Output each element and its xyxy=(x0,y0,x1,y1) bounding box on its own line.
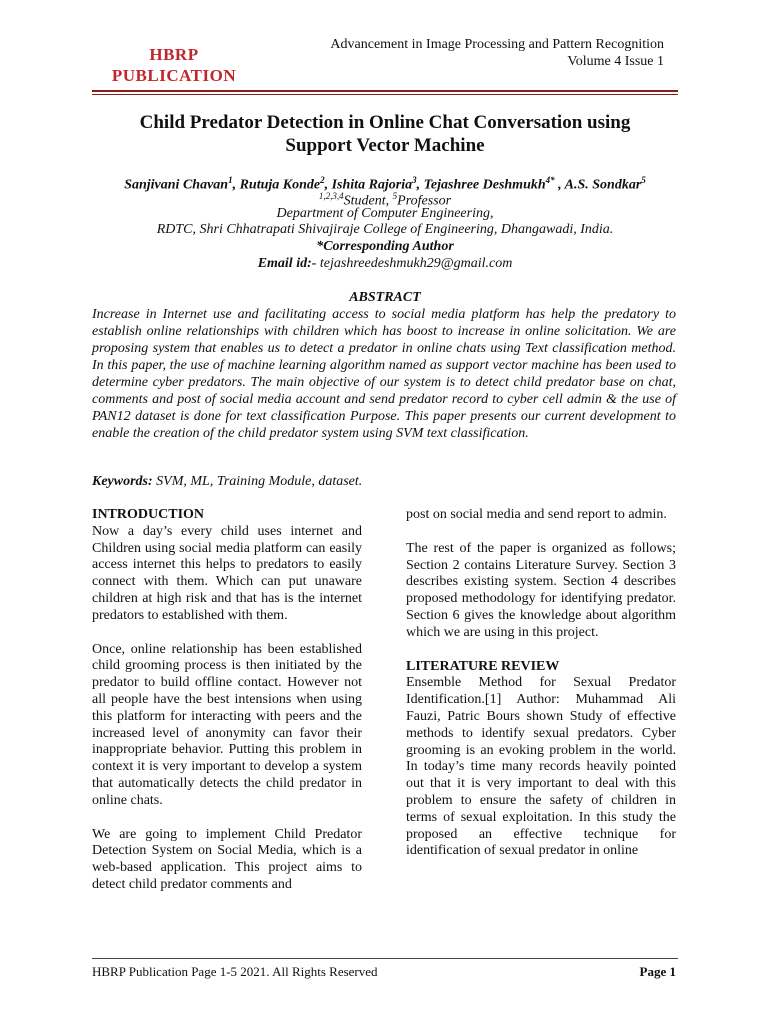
role-sup-professor: 5 xyxy=(392,191,398,201)
email-line xyxy=(80,256,690,273)
literature-paragraph: Ensemble Method for Sexual Predator Identification.[1] Author: Muhammad Ali Fauzi, Patric Bours shown Study of effective methods to identify sexual predators. Cyber grooming is an evoking problem in the world. In today’s time many records heavily pointed out that it is very important to deal with this problem to ensure the safety of children in terms of sexual exploitation. In this study the proposed an effective technique for identification of sexual predator in online xyxy=(406,675,676,859)
intro-paragraph-3: We are going to implement Child Predator Detection System on Social Media, which is a web-based application. This project aims to detect child predator comments and xyxy=(92,826,362,892)
intro-paragraph-1: Now a day’s every child uses internet and Children using social media platform can easily access internet this helps to predators to easily connect with them. Which can put unaware children at high risk and that has is the internet predators to established with them. xyxy=(92,523,362,623)
corresponding-author: *Corresponding Author xyxy=(316,239,454,254)
footer xyxy=(92,964,676,980)
abstract-heading: ABSTRACT xyxy=(349,290,421,305)
author-name: Sanjivani Chavan xyxy=(124,177,229,193)
keywords-label: Keywords: xyxy=(92,474,153,489)
intro-paragraph-2: Once, online relationship has been established child grooming process is then initiated by the predator to build offline contact. However not all people have the best intensions when using this platform for interacting with peers and the increased level of anonymity can favor their inappropriate behavior. Putting this problem in context it is very important to develop a system that automatically detects the child predator in online chats. xyxy=(92,641,362,808)
journal-volume: Volume 4 Issue 1 xyxy=(567,54,664,69)
right-paragraph-2: The rest of the paper is organized as follows; Section 2 contains Literature Survey. Section 3 describes existing system. Section 4 describes proposed methodology for identifying predator. Section 6 gives the knowledge about algorithm which we are using in this project. xyxy=(406,540,676,640)
header-rule-thin xyxy=(92,94,678,95)
email-address[interactable]: tejashreedeshmukh29@gmail.com xyxy=(319,256,513,271)
right-paragraph-1: post on social media and send report to admin. xyxy=(406,507,667,522)
publisher-logo xyxy=(104,44,244,86)
publisher-logo-line1: HBRP xyxy=(149,45,199,64)
author-affiliation-sup: 5 xyxy=(641,175,646,185)
author-separator: , xyxy=(232,177,240,193)
author-affiliation-sup: 4* xyxy=(545,175,555,185)
author-name: A.S. Sondkar xyxy=(564,177,642,193)
author-separator: , xyxy=(324,177,332,193)
footer-rule xyxy=(92,958,678,959)
email-label: Email id:- xyxy=(257,256,317,271)
paper-title-line1: Child Predator Detection in Online Chat Conversation using xyxy=(139,112,631,133)
paper-title-line2: Support Vector Machine xyxy=(285,135,485,156)
right-column xyxy=(406,507,676,877)
publisher-logo-line2: PUBLICATION xyxy=(111,66,237,85)
keywords xyxy=(92,474,362,490)
abstract-text: Increase in Internet use and facilitating access to social media platform has help the predatory to establish online relationships with children which has boost to increase in online solicitation. We are proposing system that enables us to detect a predator in online chats using Text classification method. In this paper, the use of machine learning algorithm named as support vector machine has been used to determine cyber predators. The main objective of our system is to detect child predator base on chat, comments and post of social media account and send predator record to cyber cell admin & the use of PAN12 dataset is done for text classification Purpose. This paper presents our current development to enable the creation of the child predator system using SVM text classification. xyxy=(92,307,676,441)
author-separator: , xyxy=(554,177,565,193)
literature-review-heading: LITERATURE REVIEW xyxy=(406,658,560,674)
author-name: Tejashree Deshmukh xyxy=(423,177,546,193)
author-separator: , xyxy=(416,177,424,193)
introduction-heading: INTRODUCTION xyxy=(92,507,205,522)
department: Department of Computer Engineering, xyxy=(276,206,494,221)
journal-name: Advancement in Image Processing and Pattern Recognition xyxy=(330,37,664,52)
paper-title xyxy=(92,111,678,157)
keywords-value: SVM, ML, Training Module, dataset. xyxy=(156,474,363,489)
header-rule xyxy=(92,90,678,92)
page-number: Page 1 xyxy=(639,964,676,979)
author-name: Rutuja Konde xyxy=(239,177,321,193)
role-professor: Professor xyxy=(397,193,452,209)
author-affiliation-sup: 2 xyxy=(320,175,325,185)
author-name: Ishita Rajoria xyxy=(331,177,413,193)
role-student: Student, xyxy=(343,193,393,209)
author-affiliation-sup: 3 xyxy=(412,175,417,185)
journal-info xyxy=(330,36,664,70)
footer-copyright: HBRP Publication Page 1-5 2021. All Rights Reserved xyxy=(92,964,378,979)
college: RDTC, Shri Chhatrapati Shivajiraje College of Engineering, Dhangawadi, India. xyxy=(156,222,614,237)
left-column xyxy=(92,507,362,911)
role-sup-students: 1,2,3,4 xyxy=(318,191,344,201)
author-affiliation-sup: 1 xyxy=(228,175,233,185)
